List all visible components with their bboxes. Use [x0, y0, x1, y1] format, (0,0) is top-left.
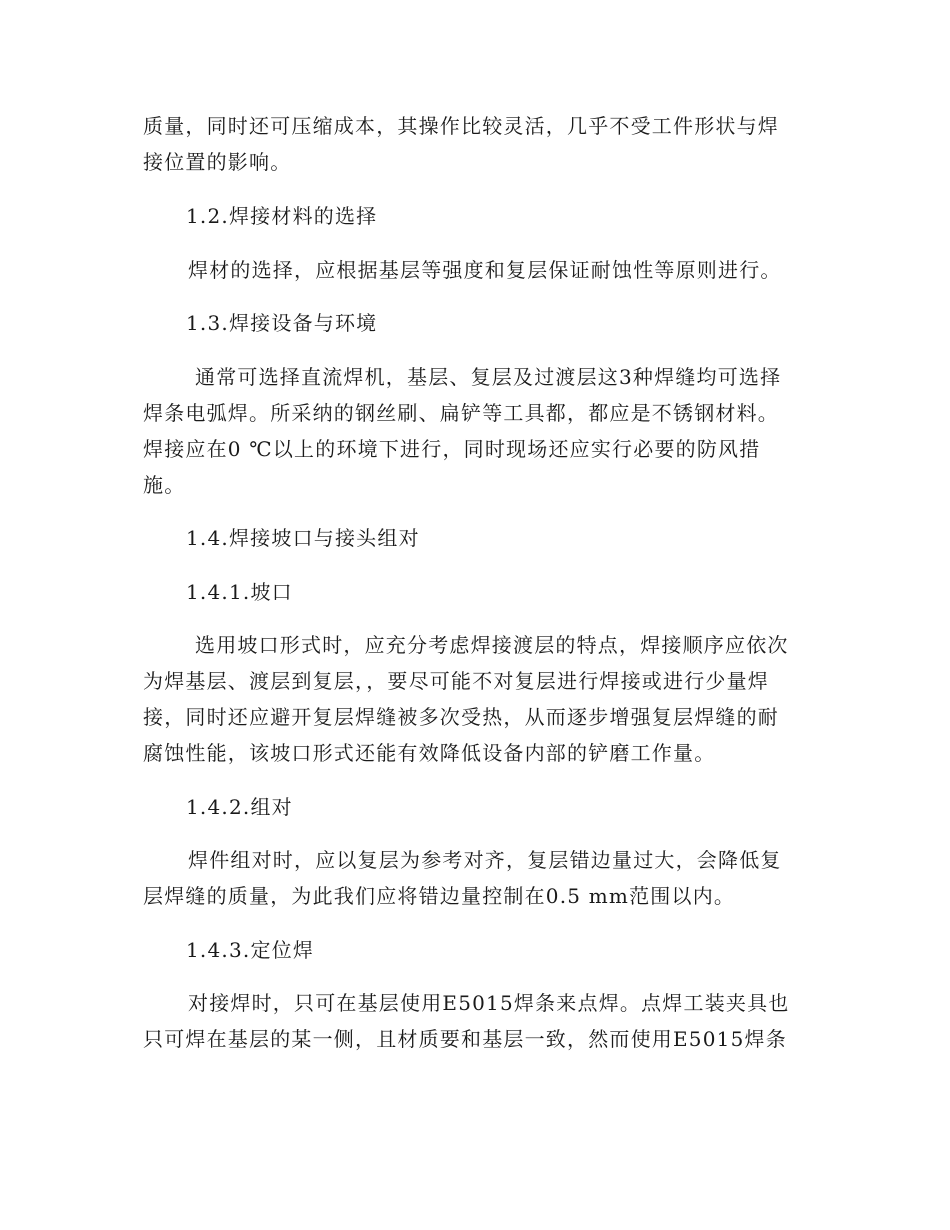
paragraph-line: 质量，同时还可压缩成本，其操作比较灵活，几乎不受工件形状与焊 [143, 114, 779, 138]
paragraph-line: 只可焊在基层的某一侧，且材质要和基层一致，然而使用E5015焊条 [143, 1027, 787, 1051]
paragraph-line: 焊接应在0 ℃以上的环境下进行，同时现场还应实行必要的防风措 [143, 437, 761, 461]
section-heading-1-2: 1.2.焊接材料的选择 [186, 204, 378, 228]
section-heading-1-4-2: 1.4.2.组对 [186, 795, 293, 819]
paragraph-line: 焊条电弧焊。所采纳的钢丝刷、扁铲等工具都，都应是不锈钢材料。 [143, 401, 779, 425]
paragraph-line: 通常可选择直流焊机，基层、复层及过渡层这3种焊缝均可选择 [195, 365, 782, 389]
paragraph-line: 施。 [143, 473, 186, 497]
paragraph-line: 焊件组对时，应以复层为参考对齐，复层错边量过大，会降低复 [188, 848, 782, 872]
section-heading-1-3: 1.3.焊接设备与环境 [186, 311, 378, 335]
section-heading-1-4-1: 1.4.1.坡口 [186, 580, 293, 604]
section-heading-1-4: 1.4.焊接坡口与接头组对 [186, 526, 420, 550]
paragraph-line: 层焊缝的质量，为此我们应将错边量控制在0.5 mm范围以内。 [143, 884, 736, 908]
paragraph-line: 接，同时还应避开复层焊缝被多次受热，从而逐步增强复层焊缝的耐 [143, 705, 779, 729]
section-heading-1-4-3: 1.4.3.定位焊 [186, 938, 315, 962]
paragraph-line: 对接焊时，只可在基层使用E5015焊条来点焊。点焊工装夹具也 [188, 991, 790, 1015]
paragraph-line: 焊材的选择，应根据基层等强度和复层保证耐蚀性等原则进行。 [188, 258, 782, 282]
paragraph-line: 腐蚀性能，该坡口形式还能有效降低设备内部的铲磨工作量。 [143, 741, 716, 765]
paragraph-line: 为焊基层、渡层到复层，，要尽可能不对复层进行焊接或进行少量焊 [143, 669, 769, 693]
paragraph-line: 选用坡口形式时，应充分考虑焊接渡层的特点，焊接顺序应依次 [195, 633, 789, 657]
paragraph-line: 接位置的影响。 [143, 150, 292, 174]
